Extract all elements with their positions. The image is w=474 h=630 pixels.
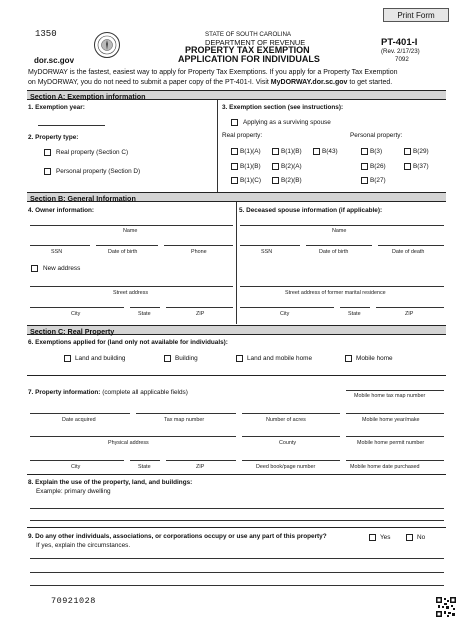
mobile-home-label: Mobile home (356, 355, 393, 362)
section-a-title: Section A: Exemption information (30, 91, 146, 101)
county-caption: County (279, 440, 297, 446)
b2a2-checkbox[interactable] (272, 163, 279, 170)
owner-dob-field[interactable] (96, 245, 158, 246)
owner-city-caption: City (71, 311, 81, 317)
form-internal-code: 7092 (395, 56, 409, 63)
section-b-title: Section B: General Information (30, 193, 136, 203)
section-c-header (27, 325, 446, 335)
owner-city-field[interactable] (30, 307, 124, 308)
spouse-dob-caption: Date of birth (319, 249, 349, 255)
b2a2-label: B(2)(A) (281, 163, 302, 170)
spouse-dob-field[interactable] (306, 245, 372, 246)
owner-ssn-field[interactable] (30, 245, 90, 246)
q8-label: 8. Explain the use of the property, land, and buildings: (28, 479, 193, 486)
mh-tax-map-caption: Mobile home tax map number (354, 393, 426, 399)
b43-checkbox[interactable] (313, 148, 320, 155)
deed-book-caption: Deed book/page number (256, 464, 316, 470)
form-title-line2: APPLICATION FOR INDIVIDUALS (178, 54, 320, 64)
real-property-checkbox[interactable] (44, 149, 51, 156)
owner-name-field[interactable] (30, 225, 233, 226)
surviving-spouse-checkbox[interactable] (231, 119, 238, 126)
intro-line2-a: on MyDORWAY, you do not need to submit a paper copy of the PT-401-I. Visit (28, 79, 271, 86)
date-acquired-caption: Date acquired (62, 417, 96, 423)
spouse-zip-field[interactable] (376, 307, 444, 308)
state-seal-logo (94, 32, 120, 58)
use-explanation-line2[interactable] (30, 520, 444, 521)
mh-permit-caption: Mobile home permit number (357, 440, 425, 446)
property-zip-field[interactable] (166, 460, 236, 461)
owner-street-field[interactable] (30, 286, 233, 287)
real-property-codes-label: Real property: (222, 132, 263, 139)
q9-explanation-line3[interactable] (30, 585, 444, 586)
spouse-city-field[interactable] (240, 307, 334, 308)
physical-address-caption: Physical address (108, 440, 149, 446)
department-name: DEPARTMENT OF REVENUE (205, 38, 306, 47)
q9-no-checkbox[interactable] (406, 534, 413, 541)
q9-explanation-line2[interactable] (30, 572, 444, 573)
website-label: dor.sc.gov (34, 56, 75, 65)
owner-phone-caption: Phone (191, 249, 207, 255)
b3-checkbox[interactable] (361, 148, 368, 155)
b26-checkbox[interactable] (361, 163, 368, 170)
acres-caption: Number of acres (266, 417, 306, 423)
spouse-dod-caption: Date of death (392, 249, 425, 255)
barcode-number: 70921028 (51, 596, 96, 606)
b1a-label: B(1)(A) (240, 148, 261, 155)
b37-checkbox[interactable] (404, 163, 411, 170)
spouse-zip-caption: ZIP (405, 311, 414, 317)
b2a-label: B(1)(B) (281, 148, 302, 155)
owner-ssn-caption: SSN (51, 249, 63, 255)
q8-example: Example: primary dwelling (36, 488, 111, 495)
q7-label-rest: (complete all applicable fields) (100, 389, 188, 396)
q9-no-label: No (417, 534, 426, 541)
b29-checkbox[interactable] (404, 148, 411, 155)
county-field[interactable] (242, 436, 340, 437)
spouse-state-field[interactable] (340, 307, 370, 308)
personal-property-label: Personal property (Section D) (56, 168, 141, 175)
form-code: 1350 (35, 29, 57, 39)
spouse-city-caption: City (280, 311, 290, 317)
b1b-label: B(1)(B) (240, 163, 261, 170)
land-building-label: Land and building (75, 355, 126, 362)
owner-zip-caption: ZIP (196, 311, 205, 317)
b37-label: B(37) (413, 163, 429, 170)
b3-label: B(3) (370, 148, 383, 155)
spouse-name-field[interactable] (240, 225, 444, 226)
owner-dob-caption: Date of birth (108, 249, 138, 255)
q9-sub: If yes, explain the circumstances. (36, 542, 131, 549)
owner-street-caption: Street address (113, 290, 149, 296)
personal-property-codes-label: Personal property: (350, 132, 403, 139)
section-c-title: Section C: Real Property (30, 326, 115, 336)
land-building-checkbox[interactable] (64, 355, 71, 362)
owner-state-caption: State (138, 311, 151, 317)
intro-mydorway-link[interactable]: MyDORWAY.dor.sc.gov (270, 79, 348, 86)
land-mobile-home-label: Land and mobile home (247, 355, 313, 362)
b1b-checkbox[interactable] (231, 163, 238, 170)
intro-line2-c: to get started. (347, 79, 393, 86)
q9-yes-label: Yes (380, 534, 391, 541)
spouse-street-caption: Street address of former marital residence (285, 290, 386, 296)
q7-label (28, 389, 188, 396)
b2b-checkbox[interactable] (272, 177, 279, 184)
property-city-caption: City (71, 464, 81, 470)
qr-code-icon (436, 597, 456, 617)
b2b-label: B(2)(B) (281, 177, 302, 184)
real-property-label: Real property (Section C) (56, 149, 129, 156)
owner-phone-field[interactable] (164, 245, 233, 246)
section-a-header (27, 90, 446, 100)
physical-address-field[interactable] (30, 436, 236, 437)
mh-date-purchased-field[interactable] (346, 460, 444, 461)
new-address-label: New address (43, 265, 81, 272)
spouse-ssn-field[interactable] (240, 245, 300, 246)
b29-label: B(29) (413, 148, 429, 155)
owner-name-caption: Name (123, 228, 138, 234)
mh-year-make-caption: Mobile home year/make (362, 417, 420, 423)
exemption-year-field[interactable] (38, 125, 105, 126)
q3-label: 3. Exemption section (see instructions): (222, 104, 344, 111)
surviving-spouse-label: Applying as a surviving spouse (243, 119, 331, 126)
b43-label: B(43) (322, 148, 338, 155)
b27-label: B(27) (370, 177, 386, 184)
mh-date-purchased-caption: Mobile home date purchased (350, 464, 420, 470)
tax-map-caption: Tax map number (164, 417, 205, 423)
q9-explanation-line1[interactable] (30, 558, 444, 559)
mh-permit-field[interactable] (346, 436, 444, 437)
state-name: STATE OF SOUTH CAROLINA (205, 31, 292, 38)
building-checkbox[interactable] (164, 355, 171, 362)
form-title-line1: PROPERTY TAX EXEMPTION (185, 45, 310, 55)
intro-line1: MyDORWAY is the fastest, easiest way to apply for Property Tax Exemptions. If you apply for a Property Tax Exemption (28, 69, 398, 76)
q9-label: 9. Do any other individuals, associations, or corporations occupy or use any part of this property? (28, 533, 327, 540)
b26-label: B(26) (370, 163, 386, 170)
q6-label: 6. Exemptions applied for (land only not available for individuals): (28, 339, 228, 346)
spouse-name-caption: Name (332, 228, 347, 234)
deed-book-field[interactable] (242, 460, 340, 461)
acres-field[interactable] (242, 413, 340, 414)
mobile-home-checkbox[interactable] (345, 355, 352, 362)
q9-yes-checkbox[interactable] (369, 534, 376, 541)
use-explanation-line1[interactable] (30, 508, 444, 509)
form-number: PT-401-I (381, 37, 418, 48)
b2a-checkbox[interactable] (272, 148, 279, 155)
owner-state-field[interactable] (130, 307, 160, 308)
form-revision: (Rev. 2/17/23) (381, 48, 420, 55)
land-mobile-home-checkbox[interactable] (236, 355, 243, 362)
q2-label: 2. Property type: (28, 134, 79, 141)
b1a-checkbox[interactable] (231, 148, 238, 155)
tax-map-field[interactable] (136, 413, 236, 414)
new-address-checkbox[interactable] (31, 265, 38, 272)
intro-line2 (28, 79, 392, 86)
section-b-header (27, 192, 446, 202)
personal-property-checkbox[interactable] (44, 168, 51, 175)
b27-checkbox[interactable] (361, 177, 368, 184)
q1-label: 1. Exemption year: (28, 104, 85, 111)
property-zip-caption: ZIP (196, 464, 205, 470)
spouse-dod-field[interactable] (378, 245, 444, 246)
q7-label-bold: 7. Property information: (28, 389, 101, 396)
property-state-field[interactable] (130, 460, 160, 461)
print-form-button[interactable]: Print Form (383, 8, 449, 22)
b1c-checkbox[interactable] (231, 177, 238, 184)
date-acquired-field[interactable] (30, 413, 130, 414)
spouse-ssn-caption: SSN (261, 249, 273, 255)
property-city-field[interactable] (30, 460, 124, 461)
building-label: Building (175, 355, 198, 362)
mh-year-make-field[interactable] (346, 413, 444, 414)
spouse-state-caption: State (348, 311, 361, 317)
mh-tax-map-field[interactable] (346, 390, 444, 391)
spouse-street-field[interactable] (240, 286, 444, 287)
q4-label: 4. Owner information: (28, 207, 95, 214)
owner-zip-field[interactable] (166, 307, 233, 308)
q5-label: 5. Deceased spouse information (if applicable): (239, 207, 383, 214)
property-state-caption: State (138, 464, 151, 470)
b1c-label: B(1)(C) (240, 177, 261, 184)
